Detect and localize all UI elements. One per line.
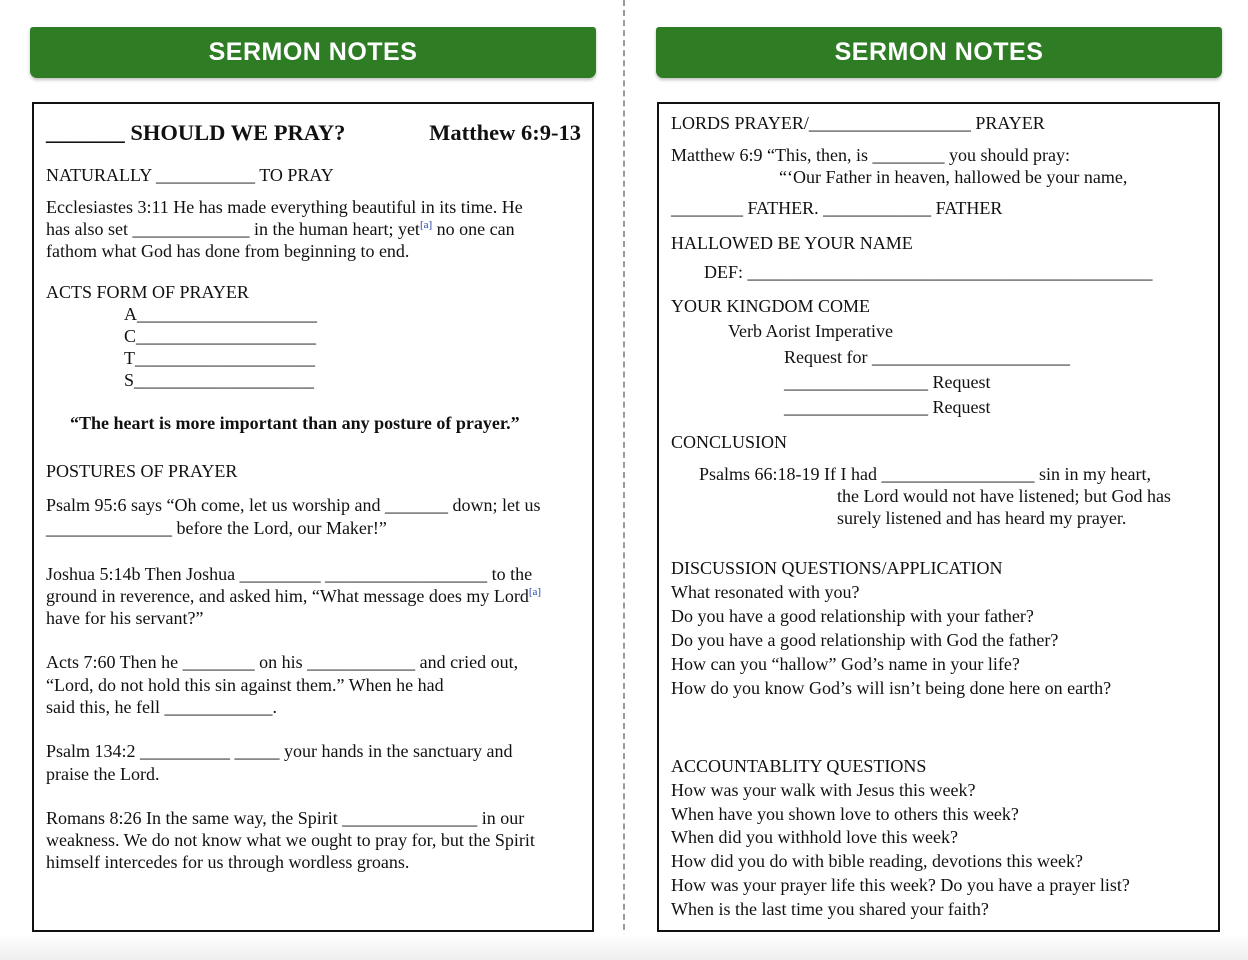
joshua-line-3: have for his servant?” — [46, 608, 204, 628]
joshua-line-1: Joshua 5:14b Then Joshua _________ __________________ to the — [46, 564, 533, 584]
definition-line: DEF: _____________________________________________ — [704, 262, 1153, 282]
accountability-question: How did you do with bible reading, devotions this week? — [671, 851, 1083, 871]
left-notes-box — [32, 102, 594, 932]
request-line-2: ________________ Request — [784, 397, 991, 417]
matthew69-line-1: Matthew 6:9 “This, then, is ________ you should pray: — [671, 145, 1070, 165]
right-banner — [656, 27, 1222, 78]
left-banner-title: SERMON NOTES — [208, 38, 418, 66]
acts-item-a: A____________________ — [124, 304, 317, 324]
accountability-question: When have you shown love to others this week? — [671, 804, 1019, 824]
page-bottom-edge — [0, 934, 1248, 960]
accountability-question: How was your prayer life this week? Do you have a prayer list? — [671, 875, 1130, 895]
romans-line-1: Romans 8:26 In the same way, the Spirit _______________ in our — [46, 808, 525, 828]
psalm95-line-2: ______________ before the Lord, our Maker!” — [46, 518, 387, 538]
psalm134-line-2: praise the Lord. — [46, 764, 160, 784]
accountability-question: How was your walk with Jesus this week? — [671, 780, 976, 800]
accountability-heading: ACCOUNTABLITY QUESTIONS — [671, 756, 927, 776]
right-notes-box — [657, 102, 1220, 932]
conclusion-heading: CONCLUSION — [671, 432, 788, 452]
acts760-line-1: Acts 7:60 Then he ________ on his ____________ and cried out, — [46, 652, 519, 672]
lords-prayer-line: LORDS PRAYER/__________________ PRAYER — [671, 113, 1045, 133]
matthew69-line-2: “‘Our Father in heaven, hallowed be your name, — [779, 167, 1128, 187]
footnote-link[interactable]: [a] — [419, 219, 433, 231]
ecclesiastes-line-2: has also set _____________ in the human heart; yet[a] no one can — [46, 219, 515, 239]
postures-heading: POSTURES OF PRAYER — [46, 461, 238, 481]
psalm66-line-2: the Lord would not have listened; but God has — [837, 486, 1171, 506]
discussion-question: Do you have a good relationship with God the father? — [671, 630, 1059, 650]
page-fold-divider — [623, 0, 625, 960]
kingdom-heading: YOUR KINGDOM COME — [671, 296, 871, 316]
sermon-title: _______ SHOULD WE PRAY? — [46, 120, 346, 145]
joshua-line-2: ground in reverence, and asked him, “What message does my Lord[a] — [46, 586, 542, 606]
romans-line-2: weakness. We do not know what we ought to pray for, but the Spirit — [46, 830, 535, 850]
discussion-question: What resonated with you? — [671, 582, 860, 602]
quote: “The heart is more important than any posture of prayer.” — [70, 413, 520, 433]
footnote-link[interactable]: [a] — [528, 586, 542, 598]
left-banner — [30, 27, 596, 78]
discussion-question: How can you “hallow” God’s name in your life? — [671, 654, 1020, 674]
request-line-1: ________________ Request — [784, 372, 991, 392]
acts760-line-3: said this, he fell ____________. — [46, 697, 277, 717]
ecclesiastes-line-3: fathom what God has done from beginning to end. — [46, 241, 410, 261]
psalm66-line-1: Psalms 66:18-19 If I had _________________ sin in my heart, — [699, 464, 1151, 484]
accountability-question: When is the last time you shared your faith? — [671, 899, 989, 919]
accountability-question: When did you withhold love this week? — [671, 827, 958, 847]
scripture-reference: Matthew 6:9-13 — [429, 120, 581, 145]
acts760-line-2: “Lord, do not hold this sin against them.” When he had — [46, 675, 444, 695]
acts-item-c: C____________________ — [124, 326, 317, 346]
discussion-question: How do you know God’s will isn’t being done here on earth? — [671, 678, 1112, 698]
psalm66-line-3: surely listened and has heard my prayer. — [837, 508, 1127, 528]
discussion-question: Do you have a good relationship with your father? — [671, 606, 1034, 626]
romans-line-3: himself intercedes for us through wordless groans. — [46, 852, 410, 872]
psalm134-line-1: Psalm 134:2 __________ _____ your hands in the sanctuary and — [46, 741, 513, 761]
acts-item-t: T____________________ — [124, 348, 315, 368]
father-line: ________ FATHER. ____________ FATHER — [671, 198, 1003, 218]
psalm95-line-1: Psalm 95:6 says “Oh come, let us worship and _______ down; let us — [46, 495, 541, 515]
acts-heading: ACTS FORM OF PRAYER — [46, 282, 249, 302]
ecclesiastes-line-1: Ecclesiastes 3:11 He has made everything beautiful in its time. He — [46, 197, 523, 217]
hallowed-heading: HALLOWED BE YOUR NAME — [671, 233, 913, 253]
discussion-heading: DISCUSSION QUESTIONS/APPLICATION — [671, 558, 1003, 578]
acts-item-s: S____________________ — [124, 370, 315, 390]
right-banner-title: SERMON NOTES — [834, 38, 1044, 66]
request-for-line: Request for ______________________ — [784, 347, 1070, 367]
naturally-line: NATURALLY ___________ TO PRAY — [46, 165, 334, 185]
verb-aorist-imperative: Verb Aorist Imperative — [728, 321, 893, 341]
